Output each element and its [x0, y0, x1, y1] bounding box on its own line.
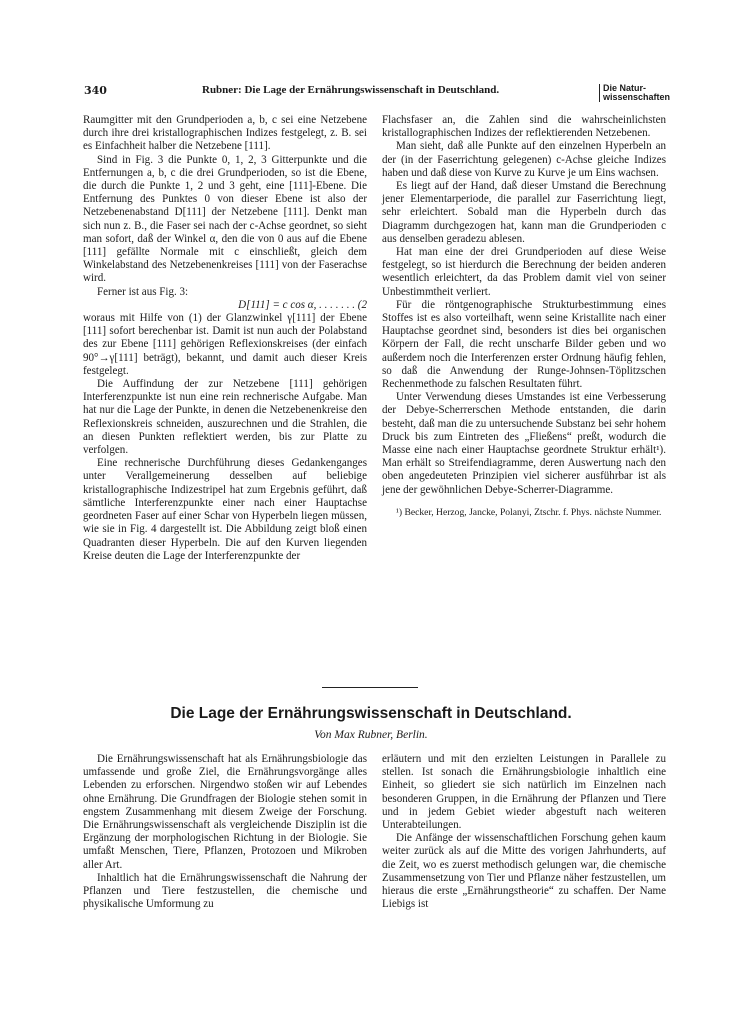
paragraph: Ferner ist aus Fig. 3:: [97, 285, 189, 298]
paragraph: Die Auffindung der zur Netzebene [111] gehörigen Interferenzpunkte ist nun eine rein rechnerische Aufgabe. Man hat nur die Lage der Punkte, in denen die Netzebenenkreise den Reflexionskreis schneiden, auszurechnen und die Strahlen, die an diesen Punkten reflektiert werden, bis zur Platte zu verfolgen.: [83, 378, 367, 457]
paragraph: Inhaltlich hat die Ernährungswissenschaft die Nahrung der Pflanzen und Tiere festzustellen, die chemische und physikalische Umformung zu: [83, 871, 367, 911]
journal-name-line1: Die Natur-: [602, 83, 646, 93]
article-right-column: [382, 753, 666, 911]
running-title: Rubner: Die Lage der Ernährungswissenschaft in Deutschland.: [202, 84, 500, 96]
paragraph: Die Ernährungswissenschaft hat als Ernährungsbiologie das umfassende und große Ziel, die Ernährungsvorgänge alles Lebenden zu erforschen. Nirgendwo stoßen wir auf Lebendes ohne Ernährung. Die Grundfragen der Biologie stehen somit in engstem Zusammenhang mit diesem Zweige der Forschung. Die Ernährungswissenschaft als vergleichende Disziplin ist die Ergänzung der morphologischen Richtung in der Biologie. Sie umfaßt Menschen, Tiere, Pflanzen, Protozoen und Mikroben aller Art.: [83, 753, 367, 871]
previous-article-right-column: [382, 114, 666, 518]
journal-name: [599, 84, 670, 102]
paragraph: Unter Verwendung dieses Umstandes ist eine Verbesserung der Debye-Scherrerschen Methode entstanden, die darin besteht, daß man die zu untersuchende Substanz bei sehr hohem Druck bis zum Eintreten des „Fließens“ preßt, wodurch die Masse eine nach einer Hauptachse geordnete Struktur erhält¹). Man erhält so Streifendiagramme, deren Auswertung nach den oben angedeuteten Prinzipien viel sicherer ausführbar ist als jene der gewöhnlichen Debye-Scherrer-Diagramme.: [382, 391, 666, 496]
paragraph: woraus mit Hilfe von (1) der Glanzwinkel γ[111] der Ebene [111] sofort berechenbar ist. Damit ist nun auch der Polabstand des zur Ebene [111] gehörigen Reflexionskreises (der einfach 90°→γ[111] beträgt), bekannt, und damit auch dieser Kreis festgelegt.: [83, 312, 367, 377]
paragraph: Raumgitter mit den Grundperioden a, b, c sei eine Netzebene durch ihre drei kristallographischen Indizes festgelegt, z. B. sei es Einfachheit halber die Netzebene [111].: [83, 114, 367, 153]
equation: D[111] = c cos α, . . . . . . . (2: [238, 298, 367, 311]
previous-article-left-column: [83, 114, 367, 563]
journal-name-line2: wissenschaften: [602, 92, 670, 102]
paragraph: Man sieht, daß alle Punkte auf den einzelnen Hyperbeln an der (in der Faserrichtung gelegenen) c-Achse gleiche Indizes haben und daß diese von Kurve zu Kurve je um Eins wachsen.: [382, 140, 666, 179]
section-divider: [322, 687, 418, 688]
paragraph: Für die röntgenographische Strukturbestimmung eines Stoffes ist es also vorteilhaft, wenn seine Kristallite nach einer Hauptachse geordnet sind, besonders ist dies bei organischen Körpern der Fall, die recht unscharfe Bilder geben und wo außerdem noch die Interferenzen erster Ordnung häufig fehlen, so daß die Anwendung der Runge-Johnsen-Töplitzschen Rechenmethode zu falschen Resultaten führt.: [382, 298, 666, 391]
paragraph: Es liegt auf der Hand, daß dieser Umstand die Berechnung jener Elementarperiode, die parallel zur Faserrichtung liegt, sehr erleichtert. Sobald man die Hyperbeln durch das Diagramm durchgezogen hat, kann man die Grundperioden c aus denselben geradezu ablesen.: [382, 180, 666, 245]
paragraph: Flachsfaser an, die Zahlen sind die wahrscheinlichsten kristallographischen Indizes der reflektierenden Netzebenen.: [382, 114, 666, 140]
footnote: ¹) Becker, Herzog, Jancke, Polanyi, Ztschr. f. Phys. nächste Nummer.: [396, 506, 662, 518]
paragraph: Hat man eine der drei Grundperioden auf diese Weise festgelegt, so ist hierdurch die Berechnung der beiden anderen wesentlich erleichtert, da das Problem damit viel von seiner Unbestimmtheit verliert.: [382, 246, 666, 298]
article-byline: Von Max Rubner, Berlin.: [314, 729, 428, 741]
article-title: Die Lage der Ernährungswissenschaft in Deutschland.: [170, 705, 572, 722]
page-number: 340: [84, 84, 107, 97]
page-header: [84, 84, 668, 112]
paragraph: Die Anfänge der wissenschaftlichen Forschung gehen kaum weiter zurück als auf die Mitte des vorigen Jahrhunderts, auf die Zeit, wo es zuerst methodisch gelungen war, die chemische Zusammensetzung von Tier und Pflanze näher festzustellen, um hieraus die erste „Ernährungstheorie“ zu schaffen. Der Name Liebigs ist: [382, 832, 666, 911]
article-left-column: [83, 753, 367, 911]
paragraph: Eine rechnerische Durchführung dieses Gedankenganges unter Verallgemeinerung desselben auf beliebige kristallographische Indizestripel hat zum Ergebnis geführt, daß sämtliche Interferenzpunkte einer nach einer Hauptachse geordneten Faser auf einer Schar von Hyperbeln liegen müssen, wie sie in Fig. 4 dargestellt ist. Die Abbildung zeigt bloß einen Quadranten dieser Hyperbeln. Die auf den Kurven liegenden Kreise deuten die Lage der Interferenzpunkte der: [83, 457, 367, 562]
paragraph: erläutern und mit den erzielten Leistungen in Parallele zu stellen. Ist sonach die Ernährungsbiologie inhaltlich eine Einheit, so gliedert sie sich natürlich im Einzelnen nach besonderen Gruppen, in die Ernährung der Pflanzen und Tiere und in jedem Gebiet wieder abgestuft nach weiteren Unterabteilungen.: [382, 753, 666, 832]
paragraph: Sind in Fig. 3 die Punkte 0, 1, 2, 3 Gitterpunkte und die Entfernungen a, b, c die drei Grundperioden, so ist die Ebene, die durch die Punkte 1, 2 und 3 geht, eine [111]-Ebene. Die Entfernung des Punktes 0 von dieser Ebene ist also der Netzebenenabstand D[111] der Netzebene [111]. Denkt man sich nun z. B., die Faser sei nach der c-Achse geordnet, so sieht man sofort, daß der Winkel α, den die von 0 aus auf die Ebene [111] gefällte Normale mit c einschließt, gleich dem Winkelabstand des Netzebenenkreises [111] von der Faserachse wird.: [83, 153, 367, 285]
